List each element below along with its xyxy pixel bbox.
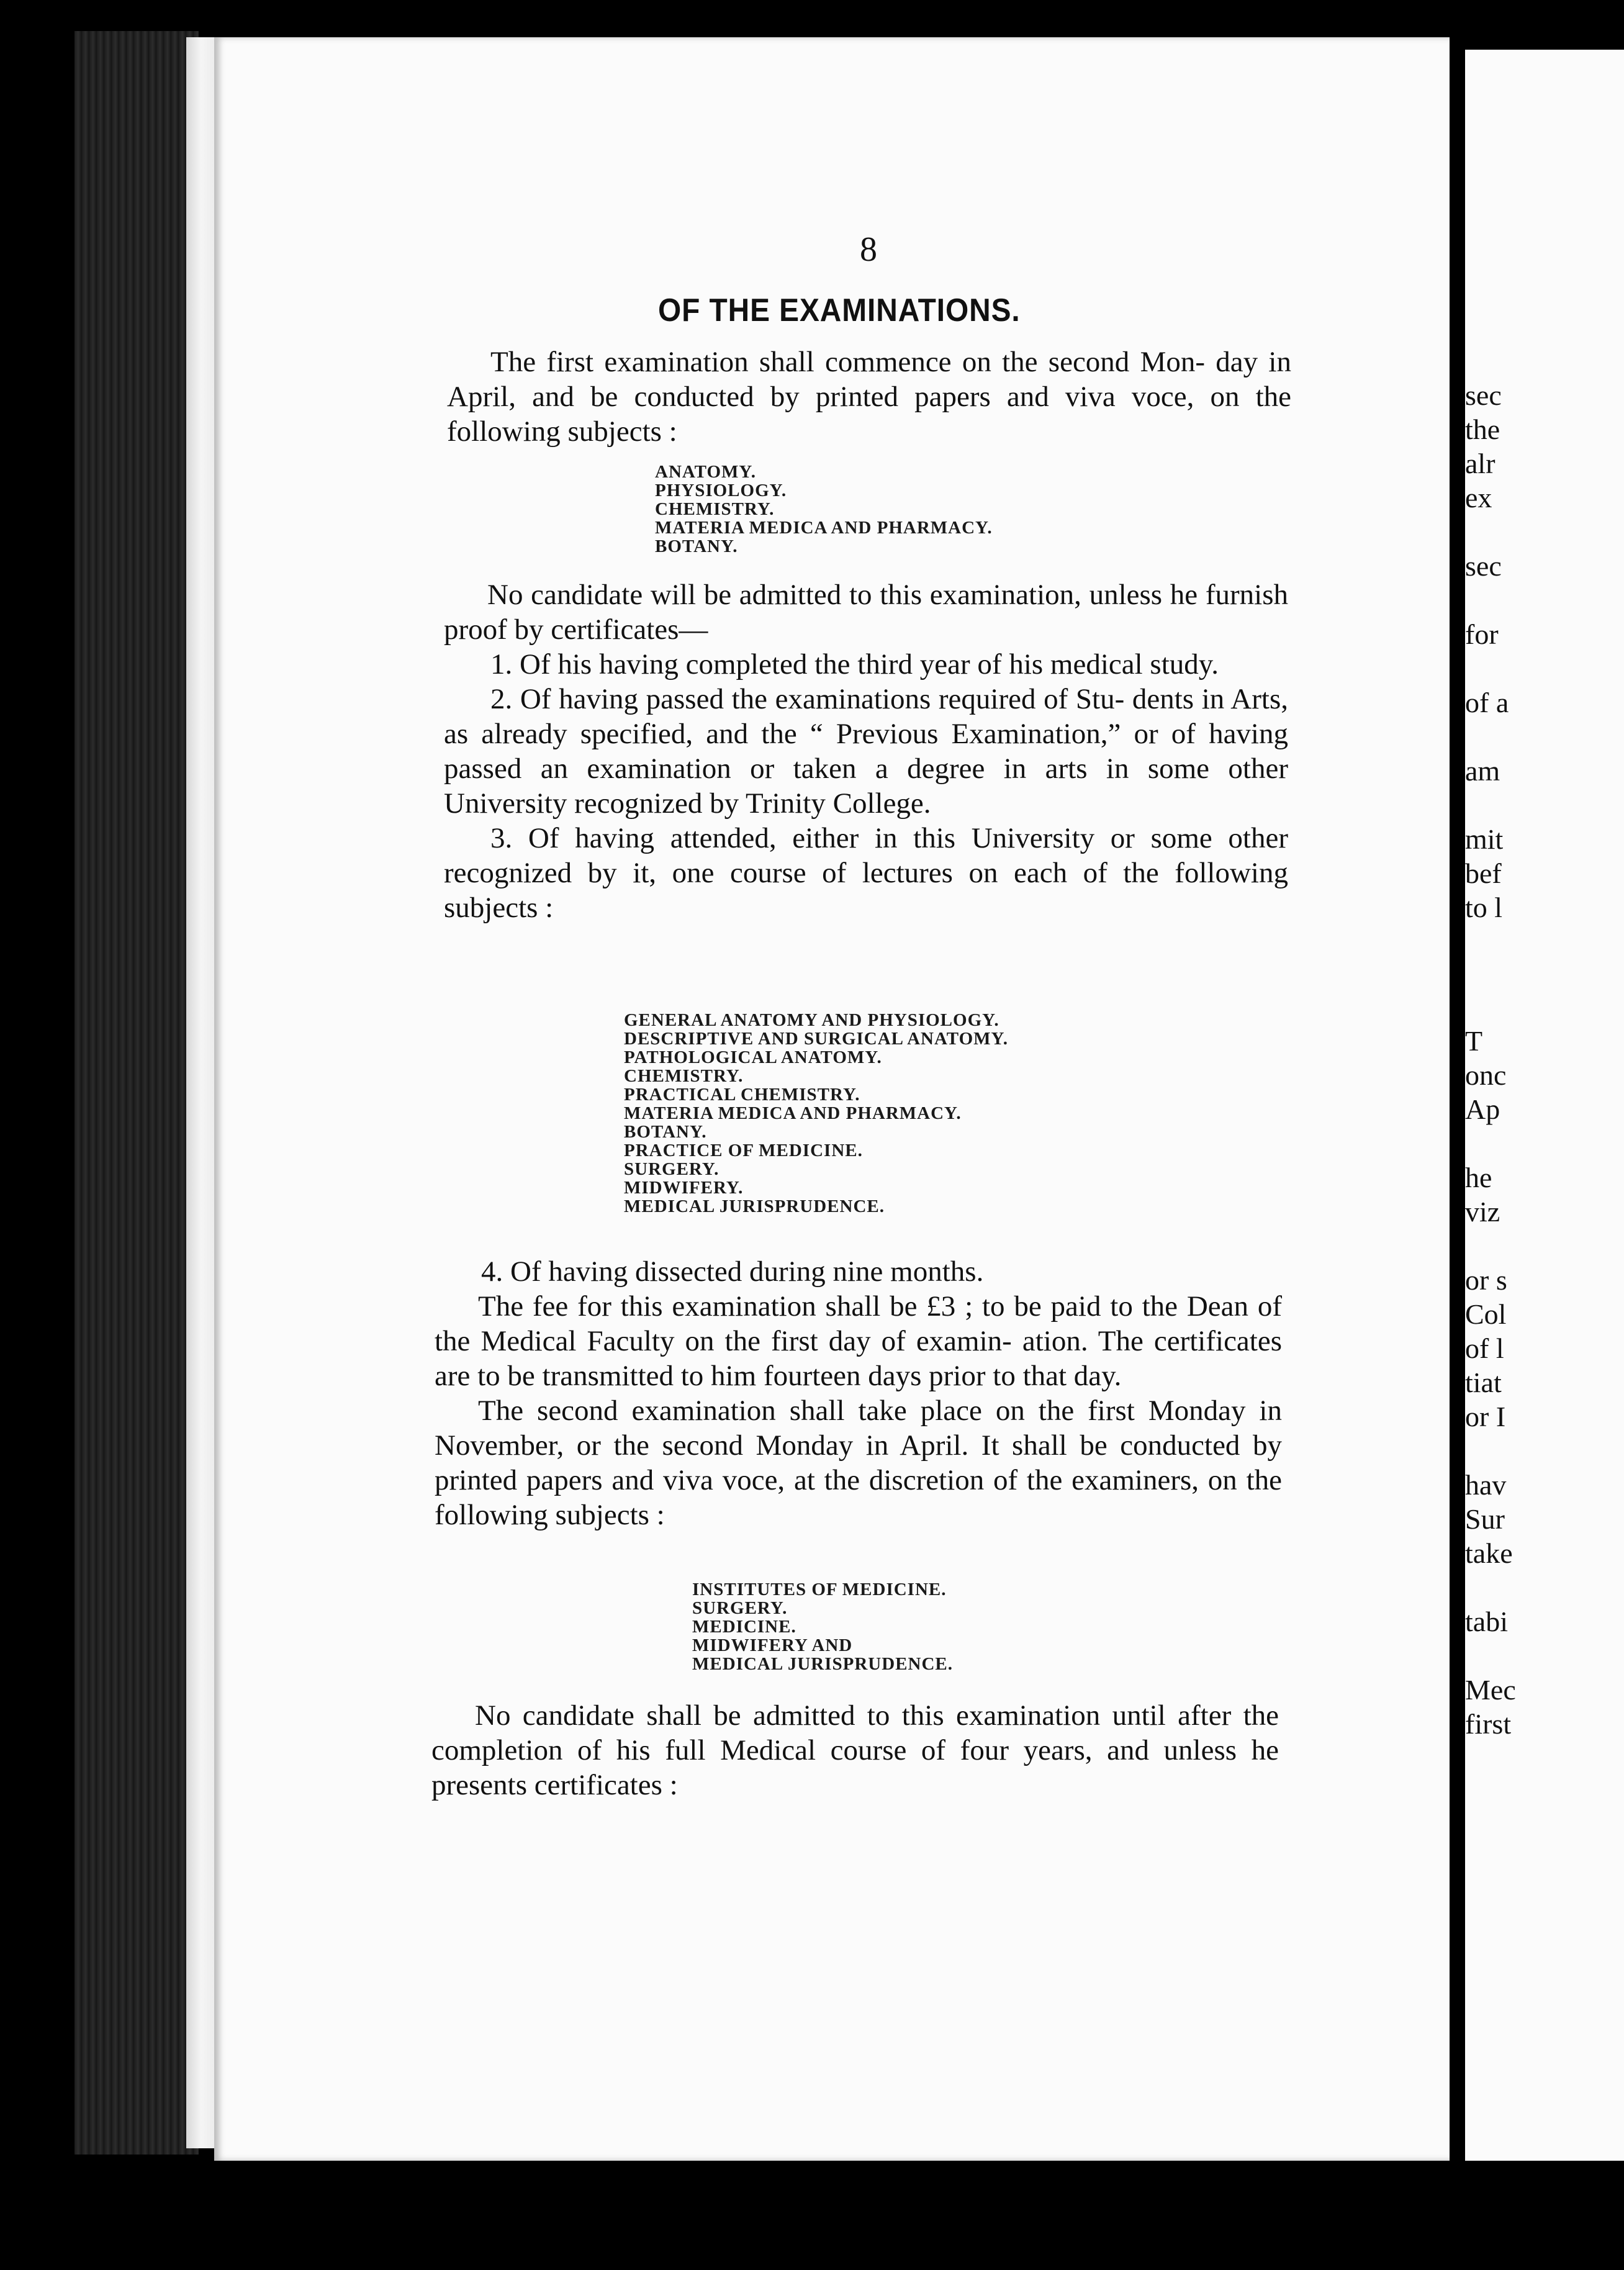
text-block-closing <box>431 1698 1279 1802</box>
list-item: DESCRIPTIVE AND SURGICAL ANATOMY. <box>624 1029 1009 1049</box>
facing-line: am <box>1465 755 1500 787</box>
list-item: GENERAL ANATOMY AND PHYSIOLOGY. <box>624 1010 999 1030</box>
facing-line: sec <box>1465 379 1502 411</box>
list-item: ANATOMY. <box>655 462 756 482</box>
list-item: PRACTICAL CHEMISTRY. <box>624 1085 860 1105</box>
facing-line: mit <box>1465 823 1504 855</box>
list-item: MEDICAL JURISPRUDENCE. <box>624 1196 885 1216</box>
facing-line: bef <box>1465 857 1502 889</box>
facing-line: onc <box>1465 1059 1507 1091</box>
facing-line: ex <box>1465 482 1492 513</box>
facing-line: of a <box>1465 687 1509 718</box>
list-item: SURGERY. <box>692 1598 788 1618</box>
list-item: MEDICINE. <box>692 1617 796 1637</box>
paragraph-first-examination: The first examination shall commence on the second Mon- day in April, and be conducted by printed papers and viva voce, on the following subjects : <box>447 346 1291 448</box>
list-item: BOTANY. <box>655 536 738 556</box>
page-title: OF THE EXAMINATIONS. <box>658 292 1021 328</box>
lecture-subjects-list <box>624 1011 1008 1216</box>
requirement-item-4: 4. Of having dissected during nine months. <box>481 1255 984 1288</box>
list-item: INSTITUTES OF MEDICINE. <box>692 1580 947 1599</box>
book-spine <box>74 31 199 2155</box>
paragraph-requirement: No candidate will be admitted to this examination, unless he furnish proof by certificates— <box>444 579 1288 646</box>
facing-line: alr <box>1465 448 1495 479</box>
facing-line: viz <box>1465 1196 1500 1228</box>
facing-line: he <box>1465 1162 1492 1193</box>
background-bottom <box>0 2161 1624 2270</box>
list-item: MATERIA MEDICA AND PHARMACY. <box>655 518 993 538</box>
requirement-item-1: 1. Of his having completed the third year of his medical study. <box>490 648 1219 681</box>
facing-line: sec <box>1465 550 1502 582</box>
second-exam-subjects-list <box>692 1580 953 1673</box>
list-item: PHYSIOLOGY. <box>655 481 787 500</box>
paragraph-closing: No candidate shall be admitted to this examination until after the completion of his full Medical course of four years, and unless he presents certificates : <box>431 1699 1279 1801</box>
list-item: MATERIA MEDICA AND PHARMACY. <box>624 1103 962 1123</box>
paragraph-fee: The fee for this examination shall be £3 ; to be paid to the Dean of the Medical Faculty on the first day of examin- ation. The certificates are to be transmitted to him fourteen days prior to that day. <box>435 1290 1282 1392</box>
background-left <box>0 0 74 2270</box>
list-item: PATHOLOGICAL ANATOMY. <box>624 1047 882 1067</box>
facing-line: hav <box>1465 1469 1507 1501</box>
facing-line: Col <box>1465 1298 1507 1330</box>
list-item: MIDWIFERY. <box>624 1178 744 1198</box>
list-item: PRACTICE OF MEDICINE. <box>624 1141 863 1160</box>
list-item: BOTANY. <box>624 1122 707 1142</box>
first-exam-subjects-list <box>655 463 993 556</box>
requirement-item-2: 2. Of having passed the examinations required of Stu- dents in Arts, as already specified, and the “ Previous Examination,” or of having passed an examination or taken a degree in arts in some other University recognized by Trinity College. <box>444 683 1288 820</box>
text-block-intro <box>447 345 1291 449</box>
facing-line: take <box>1465 1537 1513 1569</box>
facing-line: or I <box>1465 1401 1506 1432</box>
facing-line: Ap <box>1465 1093 1500 1125</box>
facing-line: the <box>1465 414 1500 445</box>
list-item: CHEMISTRY. <box>655 499 775 519</box>
facing-line: first <box>1465 1708 1512 1740</box>
facing-line: T <box>1465 1025 1483 1057</box>
facing-line: or s <box>1465 1264 1507 1296</box>
facing-line: to l <box>1465 892 1503 923</box>
facing-page <box>1465 50 1624 2161</box>
facing-line: Mec <box>1465 1674 1516 1706</box>
text-block-requirements <box>444 577 1288 925</box>
list-item: SURGERY. <box>624 1159 720 1179</box>
list-item: MIDWIFERY AND <box>692 1635 853 1655</box>
requirement-item-3: 3. Of having attended, either in this University or some other recognized by it, one course of lectures on each of the following subjects : <box>444 822 1288 924</box>
list-item: MEDICAL JURISPRUDENCE. <box>692 1654 953 1674</box>
list-item: CHEMISTRY. <box>624 1066 744 1086</box>
page-number: 8 <box>860 230 877 269</box>
text-block-fees <box>435 1254 1282 1532</box>
paragraph-second-examination: The second examination shall take place on the first Monday in November, or the second Monday in April. It shall be conducted by printed papers and viva voce, at the discretion of the examiners, on the following subjects : <box>435 1395 1282 1531</box>
facing-line: for <box>1465 618 1499 650</box>
facing-line: tabi <box>1465 1606 1508 1637</box>
facing-line: tiat <box>1465 1367 1502 1398</box>
facing-line: Sur <box>1465 1503 1505 1535</box>
facing-line: of l <box>1465 1332 1504 1364</box>
